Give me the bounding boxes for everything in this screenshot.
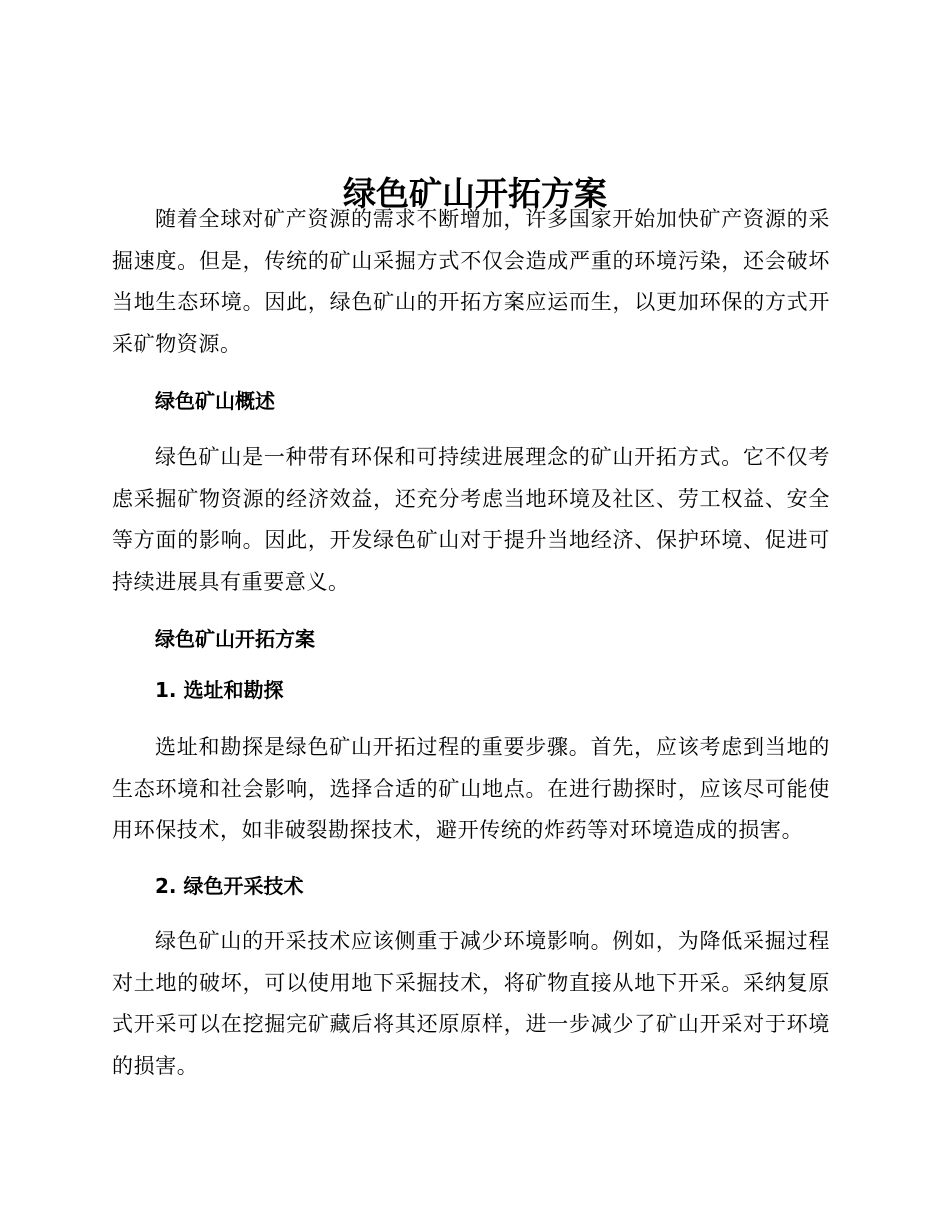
section-heading-plan: 绿色矿山开拓方案 [155, 627, 315, 651]
section-heading-overview: 绿色矿山概述 [155, 389, 275, 413]
subsection-heading-site-selection: 1. 选址和勘探 [155, 678, 284, 702]
subsection-heading-green-mining-tech: 2. 绿色开采技术 [155, 874, 304, 898]
intro-paragraph: 随着全球对矿产资源的需求不断增加，许多国家开始加快矿产资源的采掘速度。但是，传统的矿山采掘方式不仅会造成严重的环境污染，还会破坏当地生态环境。因此，绿色矿山的开拓方案应运而生，以更加环保的方式开采矿物资源。 [112, 207, 830, 357]
site-selection-paragraph: 选址和勘探是绿色矿山开拓过程的重要步骤。首先，应该考虑到当地的生态环境和社会影响，选择合适的矿山地点。在进行勘探时，应该尽可能使用环保技术，如非破裂勘探技术，避开传统的炸药等对环境造成的损害。 [112, 735, 830, 843]
overview-paragraph: 绿色矿山是一种带有环保和可持续进展理念的矿山开拓方式。它不仅考虑采掘矿物资源的经济效益，还充分考虑当地环境及社区、劳工权益、安全等方面的影响。因此，开发绿色矿山对于提升当地经济、保护环境、促进可持续进展具有重要意义。 [112, 445, 830, 595]
green-mining-tech-paragraph: 绿色矿山的开采技术应该侧重于减少环境影响。例如，为降低采掘过程对土地的破坏，可以使用地下采掘技术，将矿物直接从地下开采。采纳复原式开采可以在挖掘完矿藏后将其还原原样，进一步减少了矿山开采对于环境的损害。 [112, 929, 830, 1079]
document-title: 绿色矿山开拓方案 [343, 174, 607, 214]
